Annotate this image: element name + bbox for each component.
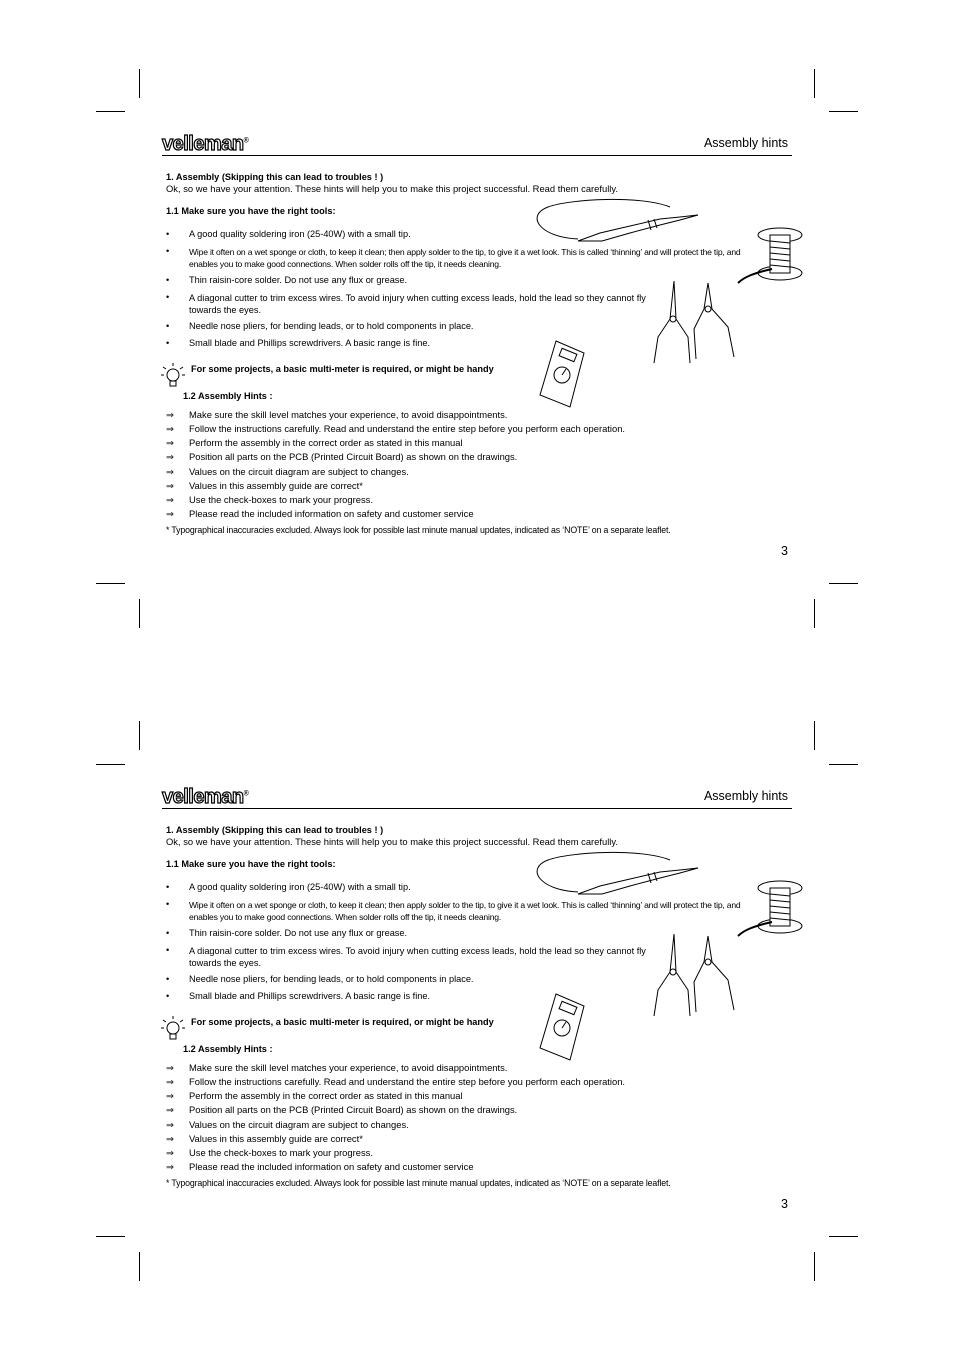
- tip-text: For some projects, a basic multi-meter is required, or might be handy: [191, 364, 494, 374]
- footnote: * Typographical inaccuracies excluded. Always look for possible last minute manual updates, indicated as ‘NOTE’ on a separate leaflet.: [166, 525, 671, 535]
- list-item: ⇒ Perform the assembly in the correct order as stated in this manual: [166, 1090, 463, 1101]
- soldering-iron-icon: [530, 197, 710, 247]
- section-intro: Ok, so we have your attention. These hints will help you to make this project successful. Read them carefully.: [166, 836, 618, 847]
- list-item: ⇒ Position all parts on the PCB (Printed Circuit Board) as shown on the drawings.: [166, 451, 518, 462]
- section-title: 1. Assembly (Skipping this can lead to troubles ! ): [166, 825, 384, 835]
- list-item: ⇒ Follow the instructions carefully. Read and understand the entire step before you perform each operation.: [166, 423, 626, 434]
- footnote: * Typographical inaccuracies excluded. Always look for possible last minute manual updates, indicated as ‘NOTE’ on a separate leaflet.: [166, 1178, 671, 1188]
- tools-title: 1.1 Make sure you have the right tools:: [166, 206, 336, 216]
- list-item: ⇒ Perform the assembly in the correct order as stated in this manual: [166, 437, 463, 448]
- list-item: ⇒ Use the check-boxes to mark your progress.: [166, 1147, 373, 1158]
- list-item: ⇒ Make sure the skill level matches your experience, to avoid disappointments.: [166, 1062, 508, 1073]
- multimeter-icon: [536, 339, 588, 409]
- header-title: Assembly hints: [703, 136, 788, 150]
- page-header: [162, 133, 792, 156]
- hints-title: 1.2 Assembly Hints :: [183, 391, 273, 401]
- soldering-iron-icon: [530, 850, 710, 900]
- tip-text: For some projects, a basic multi-meter is required, or might be handy: [191, 1017, 494, 1027]
- section-intro: Ok, so we have your attention. These hints will help you to make this project successful. Read them carefully.: [166, 183, 618, 194]
- list-item: ⇒ Position all parts on the PCB (Printed Circuit Board) as shown on the drawings.: [166, 1104, 518, 1115]
- section-title: 1. Assembly (Skipping this can lead to troubles ! ): [166, 172, 384, 182]
- multimeter-icon: [536, 992, 588, 1062]
- tools-title: 1.1 Make sure you have the right tools:: [166, 859, 336, 869]
- list-item: ⇒ Follow the instructions carefully. Read and understand the entire step before you perform each operation.: [166, 1076, 626, 1087]
- list-item: ⇒ Values on the circuit diagram are subject to changes.: [166, 466, 409, 477]
- hints-title: 1.2 Assembly Hints :: [183, 1044, 273, 1054]
- manual-page-2: velleman® Assembly hints 1. Assembly (Skipping this can lead to troubles ! ) Ok, so we have your attention. These hints will help you to make this project successful. Read them carefully. 1.1 Make sure you have the right tools: A good quality soldering iron (25-40W) with a small tip. Wipe it often on a wet sponge or cloth, to keep it clean; then apply solder to the tip, to give it a wet look. This is called ‘thinning’ and will protect the tip, and enables you to make good connections. When solder rolls off the tip, it needs cleaning. Thin raisin-core solder. Do not use any flux or grease. A diagonal cutter to trim excess wires. To avoid injury when cutting excess leads, hold the lead so they cannot fly towards the eyes. Needle nose pliers, for bending leads, or to hold components in place. Small blade and Phillips screwdrivers. A basic range is fine. For some projects, a basic multi-meter is required, or might be handy 1.2 Assembly Hints : ⇒ Make sure the skill level matches your experience, to avoid disappointments. ⇒ Follow the instructions carefully. Read and understand the entire step before you perform each operation. ⇒ Perform the assembly in the correct order as stated in this manual ⇒ Position all parts on the PCB (Printed Circuit Board) as shown on the drawings. ⇒ Values on the circuit diagram are subject to changes. ⇒ Values in this assembly guide are correct* ⇒ Use the check-boxes to mark your progress. ⇒ Please read the included information on safety and customer service * Typographical inaccuracies excluded. Always look for possible last minute manual updates, indicated as ‘NOTE’ on a separate leaflet. 3: [162, 786, 792, 1216]
- list-item: ⇒ Values in this assembly guide are correct*: [166, 1133, 363, 1144]
- list-item: ⇒ Make sure the skill level matches your experience, to avoid disappointments.: [166, 409, 508, 420]
- solder-reel-icon: [734, 225, 806, 290]
- page-number: 3: [781, 544, 788, 558]
- list-item: ⇒ Please read the included information on safety and customer service: [166, 1161, 474, 1172]
- list-item: ⇒ Values on the circuit diagram are subject to changes.: [166, 1119, 409, 1130]
- list-item: ⇒ Values in this assembly guide are correct*: [166, 480, 363, 491]
- list-item: ⇒ Use the check-boxes to mark your progress.: [166, 494, 373, 505]
- list-item: ⇒ Please read the included information on safety and customer service: [166, 508, 474, 519]
- page-header: [162, 786, 792, 809]
- velleman-logo: velleman®: [162, 133, 249, 155]
- solder-reel-icon: [734, 878, 806, 943]
- pliers-icon: [648, 279, 738, 367]
- page-number: 3: [781, 1197, 788, 1211]
- manual-page-1: velleman® Assembly hints 1. Assembly (Skipping this can lead to troubles ! ) Ok, so we have your attention. These hints will help you to make this project successful. Read them carefully. 1.1 Make sure you have the right tools: A good quality soldering iron (25-40W) with a small tip. Wipe it often on a wet sponge or cloth, to keep it clean; then apply solder to the tip, to give it a wet look. This is called ‘thinning’ and will protect the tip, and enables you to make good connections. When solder rolls off the tip, it needs cleaning. Thin raisin-core solder. Do not use any flux or grease. A diagonal cutter to trim excess wires. To avoid injury when cutting excess leads, hold the lead so they cannot fly towards the eyes. Needle nose pliers, for bending leads, or to hold components in place. Small blade and Phillips screwdrivers. A basic range is fine. For some projects, a basic multi-meter is required, or might be handy 1.2 Assembly Hints : ⇒ Make sure the skill level matches your experience, to avoid disappointments. ⇒ Follow the instructions carefully. Read and understand the entire step before you perform each operation. ⇒ Perform the assembly in the correct order as stated in this manual ⇒ Position all parts on the PCB (Printed Circuit Board) as shown on the drawings. ⇒ Values on the circuit diagram are subject to changes. ⇒ Values in this assembly guide are correct* ⇒ Use the check-boxes to mark your progress. ⇒ Please read the included information on safety and customer service * Typographical inaccuracies excluded. Always look for possible last minute manual updates, indicated as ‘NOTE’ on a separate leaflet. 3: [162, 133, 792, 563]
- velleman-logo: velleman®: [162, 786, 249, 808]
- pliers-icon: [648, 932, 738, 1020]
- header-title: Assembly hints: [703, 789, 788, 803]
